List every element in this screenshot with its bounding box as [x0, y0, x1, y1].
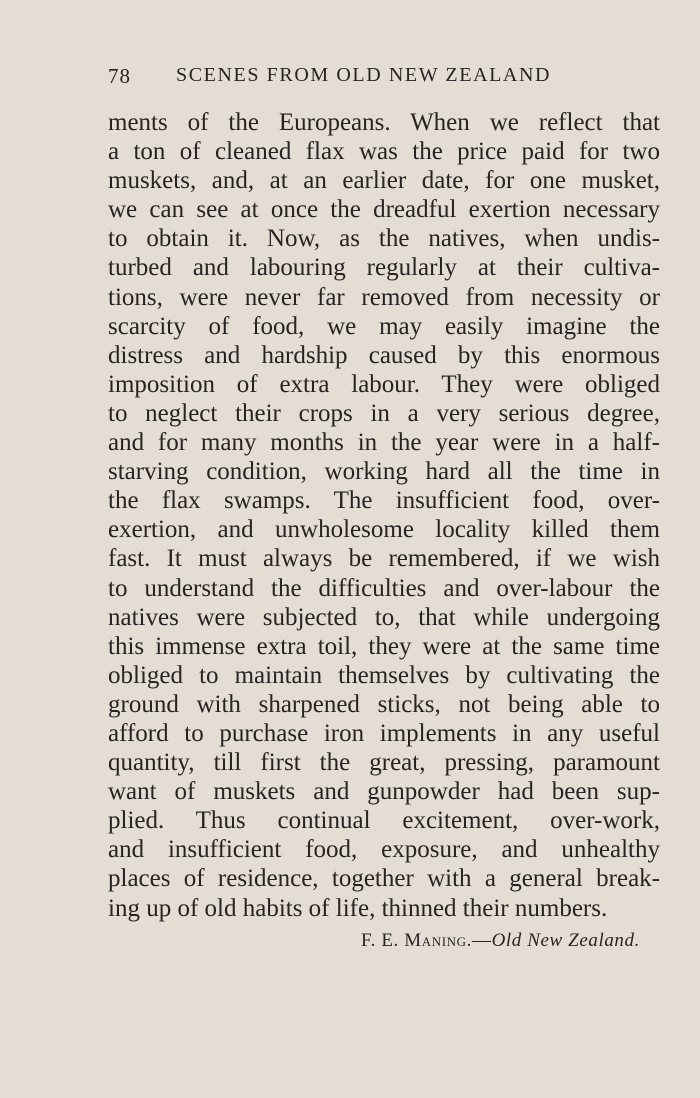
attribution-work: Old New Zealand. [491, 930, 640, 951]
attribution-author: F. E. Maning. [360, 930, 472, 951]
text-line: the flax swamps. The insufficient food, over- [108, 487, 660, 515]
text-line: distress and hardship caused by this enormous [108, 341, 660, 369]
text-line: afford to purchase iron implements in any useful [108, 719, 660, 747]
text-line: tions, were never far removed from necessity or [108, 283, 660, 311]
text-line: ing up of old habits of life, thinned their numbers. [108, 894, 608, 922]
text-line: obliged to maintain themselves by cultivating the [108, 661, 660, 689]
text-line: ground with sharpened sticks, not being able to [108, 690, 660, 718]
text-line: want of muskets and gunpowder had been sup- [108, 778, 660, 806]
text-line: and for many months in the year were in a half- [108, 429, 660, 457]
page-number: 78 [108, 64, 131, 88]
text-line: we can see at once the dreadful exertion necessary [108, 196, 660, 224]
body-text [108, 108, 660, 923]
page-header [0, 64, 700, 92]
text-line: turbed and labouring regularly at their cultiva- [108, 254, 660, 282]
text-line: a ton of cleaned flax was the price paid for two [108, 138, 660, 166]
text-line: imposition of extra labour. They were obliged [108, 370, 660, 398]
running-title: SCENES FROM OLD NEW ZEALAND [176, 64, 552, 86]
text-line: muskets, and, at an earlier date, for one musket, [108, 167, 660, 195]
text-line: fast. It must always be remembered, if we wish [108, 545, 660, 573]
text-line: natives were subjected to, that while undergoing [108, 603, 660, 631]
text-line: quantity, till first the great, pressing, paramount [108, 749, 660, 777]
text-line: starving condition, working hard all the time in [108, 458, 660, 486]
text-line: ments of the Europeans. When we reflect that [108, 109, 660, 136]
text-line: places of residence, together with a general break- [108, 865, 660, 893]
text-line: to understand the difficulties and over-labour the [108, 574, 660, 602]
text-line: plied. Thus continual excitement, over-work, [108, 807, 660, 835]
text-line: to obtain it. Now, as the natives, when undis- [108, 225, 660, 253]
attribution [0, 930, 640, 952]
text-line: and insufficient food, exposure, and unhealthy [108, 836, 660, 864]
attribution-dash: — [471, 930, 492, 951]
text-line: this immense extra toil, they were at the same time [108, 632, 660, 660]
text-line: scarcity of food, we may easily imagine the [108, 312, 660, 340]
text-line: exertion, and unwholesome locality killed them [108, 516, 660, 544]
text-line: to neglect their crops in a very serious degree, [108, 399, 660, 427]
